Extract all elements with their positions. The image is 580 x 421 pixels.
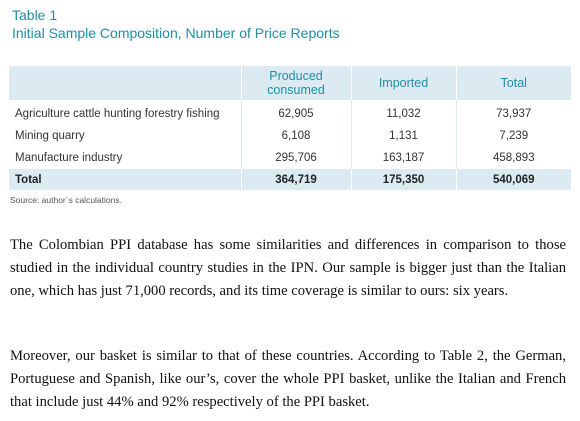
total-produced: 364,719 [241, 169, 351, 190]
row-label: Manufacture industry [15, 152, 123, 164]
header-cell-total: Total [456, 66, 571, 100]
header-cell-imported: Imported [351, 66, 456, 100]
header-produced-label: Produced consumed [267, 69, 325, 97]
header-cell-sector [9, 66, 241, 100]
data-table-container [9, 66, 571, 190]
table-total-row [9, 169, 571, 190]
table-source-note: Source: author´s calculations. [10, 195, 122, 205]
cell-imported: 11,032 [351, 100, 456, 125]
cell-imported: 163,187 [351, 147, 456, 169]
row-label: Agriculture cattle hunting forestry fishing [15, 108, 220, 120]
table-row [9, 147, 571, 169]
cell-produced: 62,905 [241, 100, 351, 125]
row-label: Mining quarry [15, 130, 85, 142]
body-paragraph-1: The Colombian PPI database has some similarities and differences in comparison to those studied in the individual country studies in the IPN. Our sample is bigger just than the Italian one, which has just 71,000 records, and its time coverage is similar to ours: six years. [10, 237, 566, 299]
cell-total: 458,893 [456, 147, 571, 169]
total-imported: 175,350 [351, 169, 456, 190]
table-row [9, 100, 571, 125]
table-title: Initial Sample Composition, Number of Price Reports [12, 25, 340, 41]
header-cell-produced [241, 66, 351, 100]
cell-imported: 1,131 [351, 125, 456, 147]
cell-total: 7,239 [456, 125, 571, 147]
cell-produced: 6,108 [241, 125, 351, 147]
body-paragraph-2: Moreover, our basket is similar to that of these countries. According to Table 2, the German, Portuguese and Spanish, like our’s, cover the whole PPI basket, unlike the Italian and French that include just 44% and 92% respectively of the PPI basket. [10, 348, 566, 410]
table-label: Table 1 [12, 7, 58, 23]
total-overall: 540,069 [456, 169, 571, 190]
cell-total: 73,937 [456, 100, 571, 125]
table-row [9, 125, 571, 147]
price-reports-table [9, 66, 571, 190]
table-caption [12, 6, 340, 42]
table-header-row [9, 66, 571, 100]
total-label: Total [9, 169, 241, 190]
cell-produced: 295,706 [241, 147, 351, 169]
